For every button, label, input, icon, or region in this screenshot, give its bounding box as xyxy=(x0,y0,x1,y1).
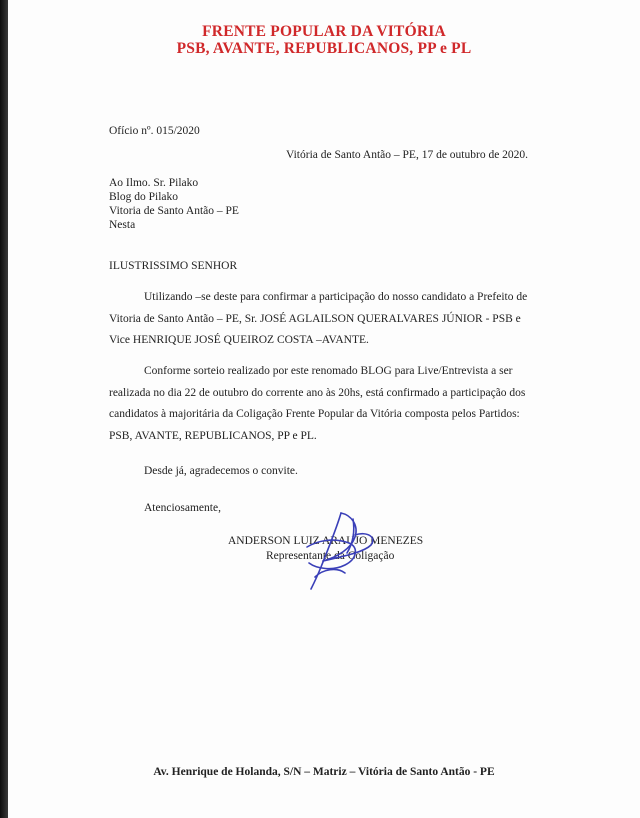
letter-page xyxy=(8,0,640,818)
paragraph-2 xyxy=(109,361,529,447)
handwritten-signature xyxy=(293,507,383,592)
signatory-role: Representante da Coligação xyxy=(266,550,395,562)
photo-shadow-edge xyxy=(0,0,8,818)
paragraph-2-line-2: realizada no dia 22 de outubro do corrente ano às 20hs, está confirmado a participação dos xyxy=(109,386,526,399)
recipient-line-4: Nesta xyxy=(109,219,136,231)
letterhead-parties: PSB, AVANTE, REPUBLICANOS, PP e PL xyxy=(176,40,472,57)
paragraph-2-line-1: Conforme sorteio realizado por este renomado BLOG para Live/Entrevista a ser xyxy=(144,365,513,377)
reference-number: Ofício nº. 015/2020 xyxy=(109,125,200,137)
paragraph-2-line-4: PSB, AVANTE, REPUBLICANOS, PP e PL. xyxy=(109,429,317,442)
paragraph-1-line-2: Vitoria de Santo Antão – PE, Sr. JOSÉ AGLAILSON QUERALVARES JÚNIOR - PSB e xyxy=(109,312,521,325)
recipient-line-2: Blog do Pilako xyxy=(109,191,179,203)
letterhead-title: FRENTE POPULAR DA VITÓRIA xyxy=(202,23,446,40)
closing: Atenciosamente, xyxy=(144,502,221,514)
paragraph-1-line-3: Vice HENRIQUE JOSÉ QUEIROZ COSTA –AVANTE. xyxy=(109,334,369,346)
paragraph-1 xyxy=(109,287,529,352)
salutation: ILUSTRISSIMO SENHOR xyxy=(109,260,238,272)
paragraph-1-line-1: Utilizando –se deste para confirmar a participação do nosso candidato a Prefeito de xyxy=(144,291,528,303)
recipient-line-3: Vitoria de Santo Antão – PE xyxy=(109,205,239,217)
recipient-line-1: Ao Ilmo. Sr. Pilako xyxy=(109,177,199,189)
paragraph-2-line-3: candidatos à majoritária da Coligação Frente Popular da Vitória composta pelos Partidos: xyxy=(109,408,520,420)
place-date: Vitória de Santo Antão – PE, 17 de outubro de 2020. xyxy=(286,149,529,161)
signatory-name: ANDERSON LUIZ ARAUJO MENEZES xyxy=(228,535,424,547)
footer-address: Av. Henrique de Holanda, S/N – Matriz – Vitória de Santo Antão - PE xyxy=(153,766,495,778)
paragraph-3: Desde já, agradecemos o convite. xyxy=(144,465,298,477)
